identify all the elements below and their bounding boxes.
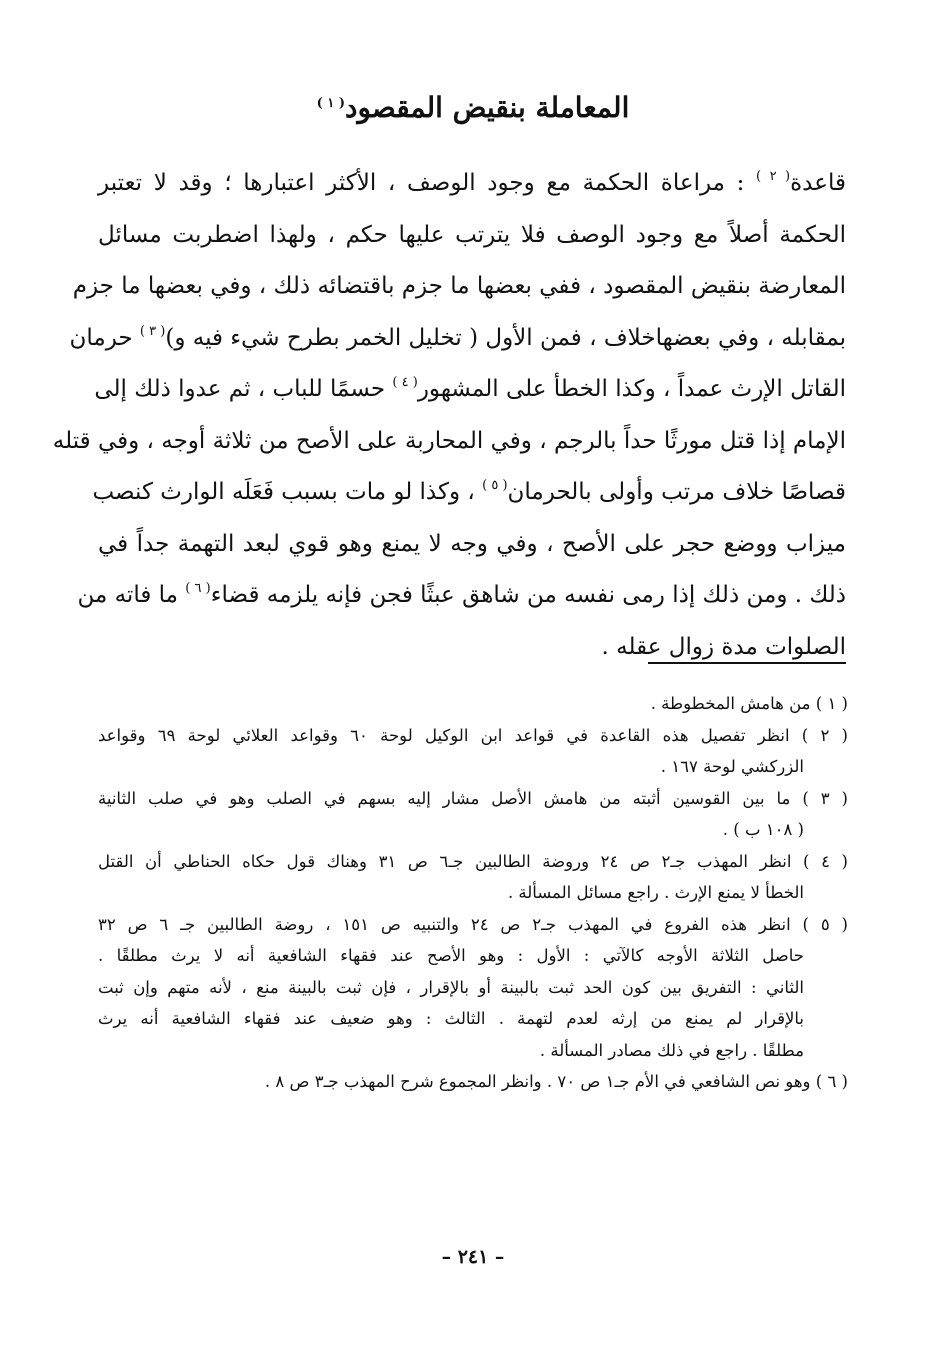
body-text-segment: الحكمة أصلاً مع وجود الوصف فلا يترتب عليها حكم ، ولهذا اضطربت مسائل — [98, 221, 846, 248]
footnote-line: ( ٥ ) انظر هذه الفروع في المهذب جـ٢ ص ٢٤ والتنبيه ص ١٥١ ، روضة الطالبين جـ ٦ ص ٣٢ — [98, 914, 848, 934]
footnote-1 — [98, 688, 848, 720]
title-text: المعاملة بنقيض المقصود — [345, 91, 630, 124]
footnote-line: الخطأ لا يمنع الإرث . راجع مسائل المسألة . — [507, 883, 804, 902]
body-text-segment: ، وكذا لو مات بسبب فَعَلَه الوارث كنصب — [92, 479, 483, 505]
title-footnote-marker: ( ١ ) — [316, 96, 345, 111]
footnote-5 — [98, 909, 848, 1067]
footnote-marker: ( ٤ ) — [392, 375, 418, 390]
footnote-line: ( ٢ ) انظر تفصيل هذه القاعدة في قواعد ابن الوكيل لوحة ٦٠ وقواعد العلائي لوحة ٦٩ وقواعد — [98, 725, 848, 745]
footnote-line: ( ٤ ) انظر المهذب جـ٢ ص ٢٤ وروضة الطالبين جـ٦ ص ٣١ وهناك قول حكاه الحناطي أن القتل — [98, 851, 848, 871]
footnote-6 — [98, 1066, 848, 1098]
footnote-divider — [648, 662, 846, 664]
footnote-line: ( ٣ ) ما بين القوسين أثبته من هامش الأصل مشار إليه بسهم في الصلب وهو في صلب الثانية — [98, 788, 848, 808]
page-number: – ٢٤١ – — [441, 1246, 505, 1268]
footnote-marker: ( ٦ ) — [185, 581, 211, 596]
body-line — [72, 261, 846, 313]
body-line — [98, 622, 846, 674]
footnote-3 — [98, 783, 848, 846]
footnote-line: حاصل الثلاثة الأوجه كالآتي : الأول : وهو الأصح عند فقهاء الشافعية أنه لا يرث مطلقًا . — [98, 946, 804, 965]
body-line — [98, 519, 846, 571]
body-text-segment: قصاصًا خلاف مرتب وأولى بالحرمان — [507, 479, 846, 505]
footnote-line: الزركشي لوحة ١٦٧ . — [660, 757, 804, 776]
body-text-segment: ذلك . ومن ذلك إذا رمى نفسه من شاهق عبثًا فجن فإنه يلزمه قضاء — [210, 582, 846, 608]
body-line — [92, 467, 846, 519]
footnote-4 — [98, 846, 848, 909]
body-text-segment: ميزاب ووضع حجر على الأصح ، وفي وجه لا يمنع وهو قوي لبعد التهمة جداً في — [98, 530, 846, 557]
body-text-segment: القاتل الإرث عمداً ، وكذا الخطأ على المشهور — [417, 376, 846, 402]
body-text-segment: الصلوات مدة زوال عقله . — [601, 633, 846, 660]
body-text-segment: الإمام إذا قتل مورثًا حداً بالرجم ، وفي المحاربة على الأصح من ثلاثة أوجه ، وفي قتله — [52, 427, 846, 454]
main-paragraph — [52, 158, 846, 673]
footnote-line: الثاني : التفريق بين كون الحد ثبت بالبينة أو بالإقرار ، فإن ثبت بالبينة منع ، لأنه متهم وإن ثبت — [98, 977, 804, 997]
body-line — [98, 210, 846, 262]
body-text-segment: حرمان — [69, 324, 140, 351]
body-text-segment: قاعدة — [790, 170, 846, 196]
footnote-marker: ( ٥ ) — [482, 478, 508, 493]
footnote-line: ( ١٠٨ ب ) . — [722, 820, 804, 839]
body-line — [69, 313, 846, 365]
footnote-2 — [98, 720, 848, 783]
body-line — [77, 570, 846, 622]
body-text-segment: ما فاته من — [77, 582, 186, 608]
footnote-marker: ( ٣ ) — [139, 323, 166, 339]
footnote-line: مطلقًا . راجع في ذلك مصادر المسألة . — [539, 1040, 804, 1060]
body-text-segment: حسمًا للباب ، ثم عدوا ذلك إلى — [94, 376, 393, 402]
body-line — [94, 364, 846, 416]
body-text-segment: بمقابله ، وفي بعضهاخلاف ، فمن الأول ( تخليل الخمر بطرح شيء فيه و) — [165, 324, 846, 351]
body-line — [52, 416, 846, 468]
body-text-segment: المعارضة بنقيض المقصود ، ففي بعضها ما جزم باقتضائه ذلك ، وفي بعضها ما جزم — [72, 273, 846, 299]
footnote-marker: ( ٢ ) — [756, 169, 791, 184]
page-title — [0, 88, 946, 128]
footnote-line: ( ٦ ) وهو نص الشافعي في الأم جـ١ ص ٧٠ . وانظر المجموع شرح المهذب جـ٣ ص ٨ . — [264, 1072, 848, 1091]
footnote-line: ( ١ ) من هامش المخطوطة . — [650, 694, 848, 713]
footnote-line: بالإقرار لم يمنع من إرثه لعدم لتهمة . الثالث : وهو ضعيف عند فقهاء الشافعية أنه يرث — [98, 1009, 804, 1028]
body-text-segment: : مراعاة الحكمة مع وجود الوصف ، الأكثر اعتبارها ؛ وقد لا تعتبر — [98, 170, 757, 196]
footnotes-list — [98, 688, 848, 1098]
body-line — [98, 158, 846, 210]
